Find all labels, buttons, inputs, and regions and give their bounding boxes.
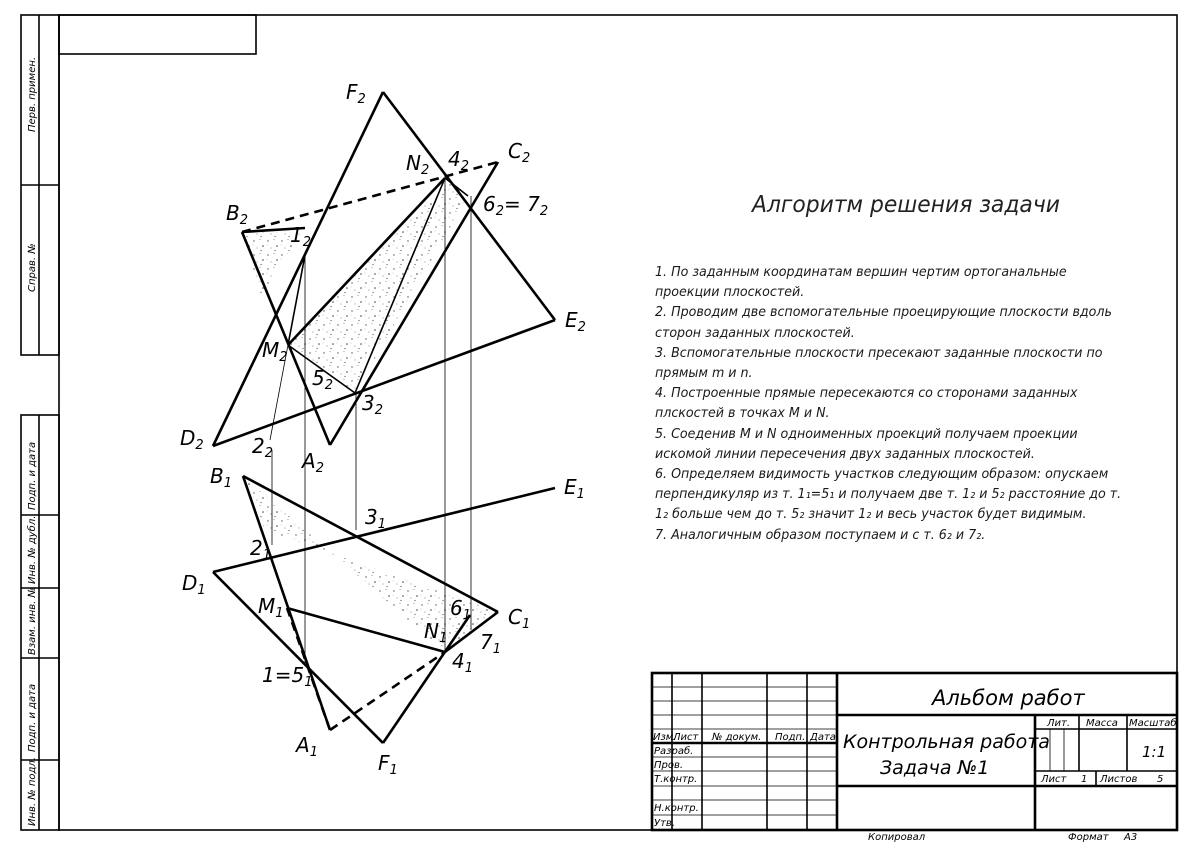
side-strip xyxy=(21,15,59,830)
stamp-scale-value: 1:1 xyxy=(1142,743,1167,761)
algorithm-step: 4. Построенные прямые пересекаются со сторонами заданных плскостей в точках M и N. xyxy=(655,385,1078,422)
strip-label-podp2: Подп. и дата xyxy=(27,683,38,752)
stamp-col-izm: Изм. xyxy=(653,732,677,743)
algorithm-title: Алгоритм решения задачи xyxy=(752,192,1060,218)
label-F1: $F_1$ xyxy=(378,751,398,778)
label-B1: $B_1$ xyxy=(210,464,233,491)
label-N2: $N_2$ xyxy=(406,151,430,178)
stamp-sheets-label: Листов xyxy=(1100,774,1138,785)
stamp-sheet-value: 1 xyxy=(1081,774,1088,785)
label-B2: $B_2$ xyxy=(226,201,249,228)
frontal-projection xyxy=(213,92,555,446)
algorithm-step: 7. Аналогичным образом поступаем и с т. 6₂ и 7₂. xyxy=(655,526,986,543)
stamp-row-utv: Утв. xyxy=(654,818,675,829)
algorithm-step: 5. Соеденив M и N одноименных проекций получаем проекции искомой линии пересечения двух заданных плоскостей. xyxy=(655,425,1078,462)
algorithm-step: 2. Проводим две вспомогательные проецирующие плоскости вдоль сторон заданных плоскостей. xyxy=(655,304,1112,341)
label-D2: $D_2$ xyxy=(180,426,204,453)
label-D1: $D_1$ xyxy=(182,571,206,598)
label-4-1: $4_1$ xyxy=(452,649,474,676)
label-C2: $C_2$ xyxy=(508,139,531,166)
label-6-2: $6_2= 7_2$ xyxy=(483,192,549,219)
strip-label-podp1: Подп. и дата xyxy=(27,441,38,510)
stamp-sheet-label: Лист xyxy=(1041,774,1067,785)
strip-label-perv: Перв. примен. xyxy=(27,56,38,132)
label-4-2: $4_2$ xyxy=(448,147,470,174)
stamp-row-nkontr: Н.контр. xyxy=(654,803,699,814)
stamp-col-date: Дата xyxy=(810,732,836,743)
stamp-row-tkontr: Т.контр. xyxy=(654,774,698,785)
label-E2: $E_2$ xyxy=(565,308,586,335)
stamp-work-title-1: Контрольная работа xyxy=(843,731,1050,753)
label-M2: $M_2$ xyxy=(262,338,288,365)
label-7-1: $7_1$ xyxy=(480,630,502,657)
strip-label-sprav: Справ. № xyxy=(27,243,38,292)
stamp-col-sign: Подп. xyxy=(775,732,806,743)
projection-lines xyxy=(272,178,471,665)
label-5-2: $5_2$ xyxy=(312,366,334,393)
stamp-format: Формат xyxy=(1068,832,1109,843)
stamp-album: Альбом работ xyxy=(932,686,1085,710)
label-1-2: $1_2$ xyxy=(290,223,312,250)
algorithm-step: 6. Определяем видимость участков следующим образом: опускаем перпендикуляр из т. 1₁=5₁ и получаем две т. 1₂ и 5₂ расстояние до т. 1₂ больше чем до т. 5₂ значит 1₂ и весь участок будет видимым. xyxy=(655,466,1122,523)
label-6-1: $6_1$ xyxy=(450,596,472,623)
algorithm-step: 1. По заданным координатам вершин чертим ортоганальные проекции плоскостей. xyxy=(655,264,1067,301)
stamp-col-list: Лист xyxy=(673,732,699,743)
stamp-lit: Лит. xyxy=(1047,718,1071,729)
strip-label-dubl: Инв. № дубл. xyxy=(27,515,38,584)
stamp-row-prov: Пров. xyxy=(654,760,684,771)
labels-lower xyxy=(182,464,585,778)
algorithm-step: 3. Вспомогательные плоскости пресекают заданные плоскости по прямым m и n. xyxy=(655,344,1103,382)
stamp-copied: Копировал xyxy=(868,832,926,843)
label-2-2: $2_2$ xyxy=(252,434,274,461)
stamp-sheets-value: 5 xyxy=(1157,774,1164,785)
stamp-format-value: А3 xyxy=(1124,832,1138,843)
label-A1: $A_1$ xyxy=(296,733,318,760)
stamp-work-title-2: Задача №1 xyxy=(880,757,990,779)
label-N1: $N_1$ xyxy=(424,619,448,646)
stamp-massa: Масса xyxy=(1086,718,1118,729)
label-1-5-1: $1=5_1$ xyxy=(262,663,313,690)
label-3-1: $3_1$ xyxy=(365,505,387,532)
strip-label-podl: Инв. № подл. xyxy=(27,757,38,826)
label-C1: $C_1$ xyxy=(508,605,531,632)
strip-label-vzam: Взам. инв. № xyxy=(27,587,38,655)
hatch-lower xyxy=(243,476,498,652)
label-2-1: $2_1$ xyxy=(250,536,272,563)
label-A2: $A_2$ xyxy=(302,449,324,476)
label-3-2: $3_2$ xyxy=(362,391,384,418)
label-M1: $M_1$ xyxy=(258,594,284,621)
algorithm-steps xyxy=(655,262,1134,545)
stamp-masshtab: Масштаб xyxy=(1129,718,1177,729)
label-E1: $E_1$ xyxy=(564,475,585,502)
title-block xyxy=(652,673,1177,843)
stamp-row-razrab: Разраб. xyxy=(654,746,694,757)
label-F2: $F_2$ xyxy=(346,80,366,107)
stamp-col-doc: № докум. xyxy=(712,732,762,743)
